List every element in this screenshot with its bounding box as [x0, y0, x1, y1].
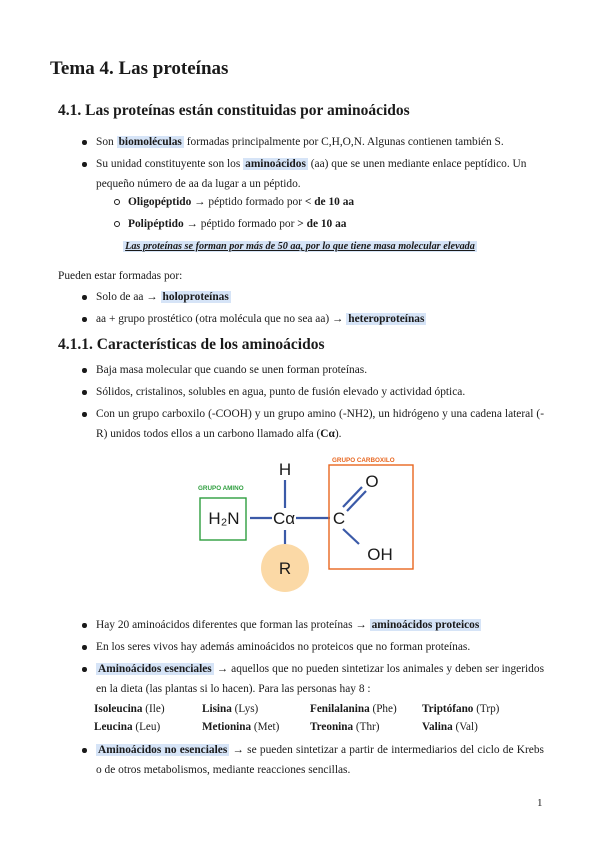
carboxyl-group-label: GRUPO CARBOXILO	[332, 457, 395, 464]
highlight-heteroproteinas: heteroproteínas	[348, 313, 425, 325]
peptide-sublist	[106, 192, 526, 234]
highlight-aminoacidos: aminoácidos	[245, 158, 306, 170]
atom-c-alpha: Cα	[272, 509, 296, 528]
list-item: Aminoácidos esenciales → aquellos que no pueden sintetizar los animales y deben ser ingeridos en la dieta (las plantas si lo hacen). Para las personas hay 8 :	[74, 659, 544, 699]
amino-acid-structure-diagram	[190, 452, 420, 600]
page-title: Tema 4. Las proteínas	[50, 58, 229, 79]
composition-list	[74, 287, 544, 329]
list-item: Solo de aa → holoproteínas	[74, 287, 544, 307]
atom-c: C	[332, 509, 346, 528]
list-item: Oligopéptido → péptido formado por < de 10 aa	[106, 192, 526, 212]
essential-aa: Treonina (Thr)	[310, 721, 380, 733]
highlight-aminoacidos-proteicos: aminoácidos proteicos	[371, 619, 480, 631]
list-item: Son biomoléculas formadas principalmente por C,H,O,N. Algunas contienen también S.	[74, 132, 544, 152]
essential-aminoacids-grid	[94, 700, 524, 736]
intro-text: Pueden estar formadas por:	[58, 270, 183, 282]
list-item: Sólidos, cristalinos, solubles en agua, punto de fusión elevado y actividad óptica.	[74, 382, 544, 402]
section1-list	[74, 132, 544, 194]
aminoacid-types-list	[74, 615, 544, 699]
list-item: Aminoácidos no esenciales → se pueden sintetizar a partir de intermediarios del ciclo de Krebs o de otros metabolismos, mediante reacciones sencillas.	[74, 740, 544, 780]
non-essential-list	[74, 740, 544, 780]
page-number: 1	[537, 797, 543, 809]
bond-c-oh	[343, 529, 359, 544]
amino-group-label: GRUPO AMINO	[198, 485, 244, 492]
section-heading-4-1: 4.1. Las proteínas están constituidas por aminoácidos	[58, 102, 410, 119]
highlight-aminoacidos-no-esenciales: Aminoácidos no esenciales	[98, 744, 228, 756]
atom-h: H	[278, 460, 292, 479]
characteristics-list	[74, 360, 544, 444]
highlight-holoproteinas: holoproteínas	[162, 291, 229, 303]
highlight-note: Las proteínas se forman por más de 50 aa, por lo que tiene masa molecular elevada	[125, 241, 475, 252]
list-item: Baja masa molecular que cuando se unen forman proteínas.	[74, 360, 544, 380]
atom-oh: OH	[367, 545, 393, 564]
list-item: En los seres vivos hay además aminoácidos no proteicos que no forman proteínas.	[74, 637, 544, 657]
list-item: Polipéptido → péptido formado por > de 10 aa	[106, 214, 526, 234]
list-item: aa + grupo prostético (otra molécula que no sea aa) → heteroproteínas	[74, 309, 544, 329]
essential-aa: Triptófano (Trp)	[422, 703, 500, 715]
highlight-aminoacidos-esenciales: Aminoácidos esenciales	[98, 663, 212, 675]
essential-aa: Metionina (Met)	[202, 721, 280, 733]
essential-aa: Valina (Val)	[422, 721, 478, 733]
list-item: Su unidad constituyente son los aminoácidos (aa) que se unen mediante enlace peptídico. Un pequeño número de aa da lugar a un péptido.	[74, 154, 544, 194]
list-item: Hay 20 aminoácidos diferentes que forman las proteínas → aminoácidos proteicos	[74, 615, 544, 635]
section-heading-4-1-1: 4.1.1. Características de los aminoácidos	[58, 336, 325, 353]
essential-aa: Fenilalanina (Phe)	[310, 703, 397, 715]
essential-row	[94, 700, 524, 718]
list-item: Con un grupo carboxilo (-COOH) y un grupo amino (-NH2), un hidrógeno y una cadena lateral (-R) unidos todos ellos a un carbono llamado alfa (Cα).	[74, 404, 544, 444]
essential-row	[94, 718, 524, 736]
essential-aa: Lisina (Lys)	[202, 703, 259, 715]
atom-o: O	[365, 472, 379, 491]
essential-aa: Leucina (Leu)	[94, 721, 161, 733]
atom-nh2: H₂N	[208, 509, 240, 528]
highlight-biomoleculas: biomoléculas	[118, 136, 182, 148]
essential-aa: Isoleucina (Ile)	[94, 703, 165, 715]
atom-r: R	[278, 559, 292, 578]
